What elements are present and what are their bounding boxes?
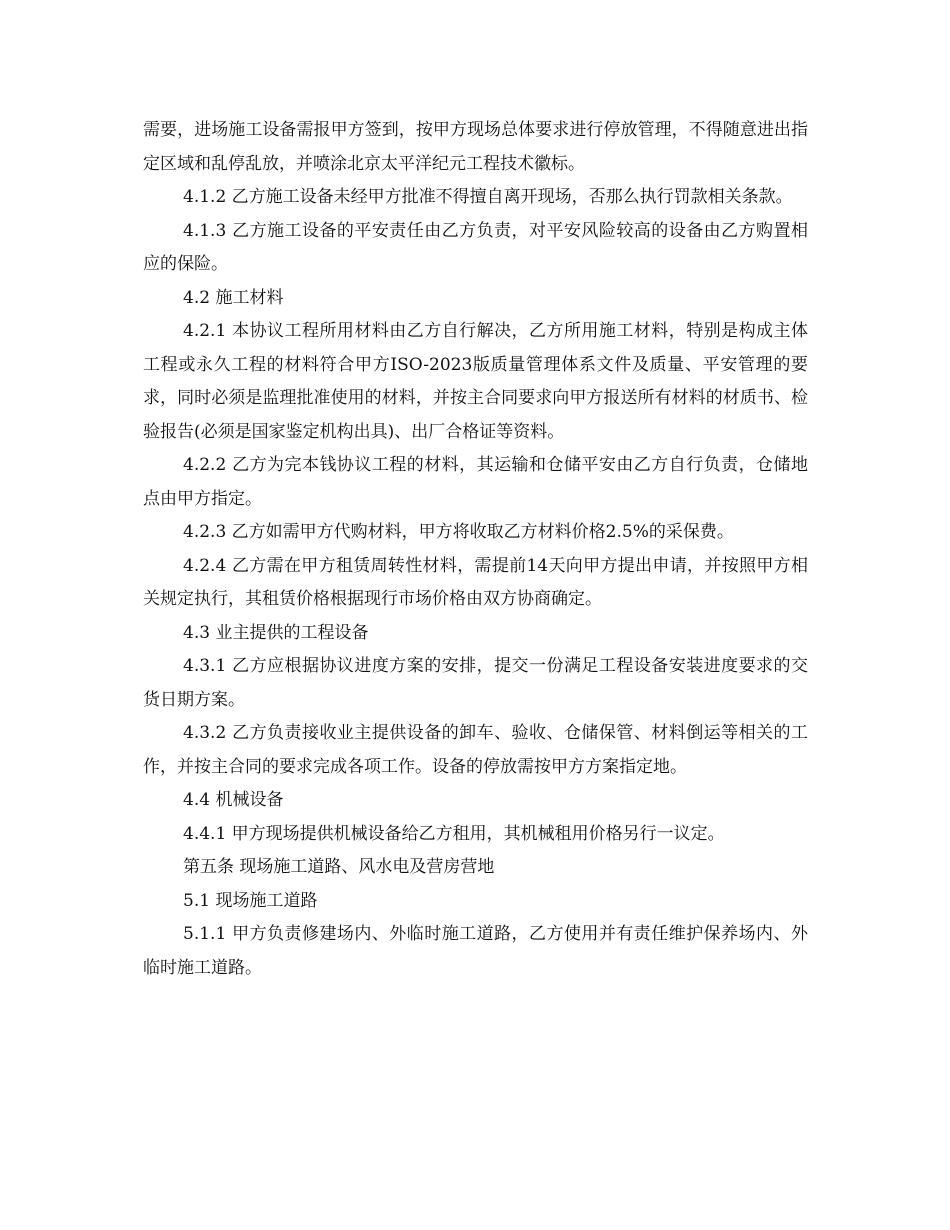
paragraph-4-4-1: 4.4.1 甲方现场提供机械设备给乙方租用，其机械租用价格另行一议定。 [183, 823, 725, 844]
paragraph-4-3-2: 4.3.2 乙方负责接收业主提供设备的卸车、验收、仓储保管、材料倒运等相关的工作，并按主合同的要求完成各项工作。设备的停放需按甲方方案指定地。 [143, 723, 808, 777]
heading-5-1: 5.1 现场施工道路 [183, 890, 318, 911]
paragraph-4-2-2: 4.2.2 乙方为完本钱协议工程的材料，其运输和仓储平安由乙方自行负责，仓储地点由甲方指定。 [143, 455, 808, 509]
paragraph-4-2-4: 4.2.4 乙方需在甲方租赁周转性材料，需提前14天向甲方提出申请，并按照甲方相关规定执行，其租赁价格根据现行市场价格由双方协商确定。 [143, 555, 808, 609]
paragraph-4-1-2: 4.1.2 乙方施工设备未经甲方批准不得擅自离开现场，否那么执行罚款相关条款。 [183, 187, 793, 207]
paragraph-continuation: 需要，进场施工设备需报甲方签到，按甲方现场总体要求进行停放管理，不得随意进出指定区域和乱停乱放，并喷涂北京太平洋纪元工程技术徽标。 [143, 120, 808, 174]
heading-4-2: 4.2 施工材料 [183, 287, 284, 308]
heading-4-4: 4.4 机械设备 [183, 790, 284, 810]
paragraph-4-2-1: 4.2.1 本协议工程所用材料由乙方自行解决，乙方所用施工材料，特别是构成主体工程或永久工程的材料符合甲方ISO-2023版质量管理体系文件及质量、平安管理的要求，同时必须是监理批准使用的材料，并按主合同要求向甲方报送所有材料的材质书、检验报告(必须是国家鉴定机构出具)、出厂合格证等资料。 [143, 321, 808, 442]
paragraph-4-1-3: 4.1.3 乙方施工设备的平安责任由乙方负责，对平安风险较高的设备由乙方购置相应的保险。 [143, 220, 808, 274]
paragraph-5-1-1: 5.1.1 甲方负责修建场内、外临时施工道路，乙方使用并有责任维护保养场内、外临时施工道路。 [143, 924, 808, 978]
heading-4-3: 4.3 业主提供的工程设备 [183, 622, 369, 643]
paragraph-4-2-3: 4.2.3 乙方如需甲方代购材料，甲方将收取乙方材料价格2.5%的采保费。 [183, 522, 734, 542]
document-body [143, 114, 808, 985]
heading-article-5: 第五条 现场施工道路、风水电及营房营地 [183, 857, 495, 877]
paragraph-4-3-1: 4.3.1 乙方应根据协议进度方案的安排，提交一份满足工程设备安装进度要求的交货日期方案。 [143, 656, 808, 710]
